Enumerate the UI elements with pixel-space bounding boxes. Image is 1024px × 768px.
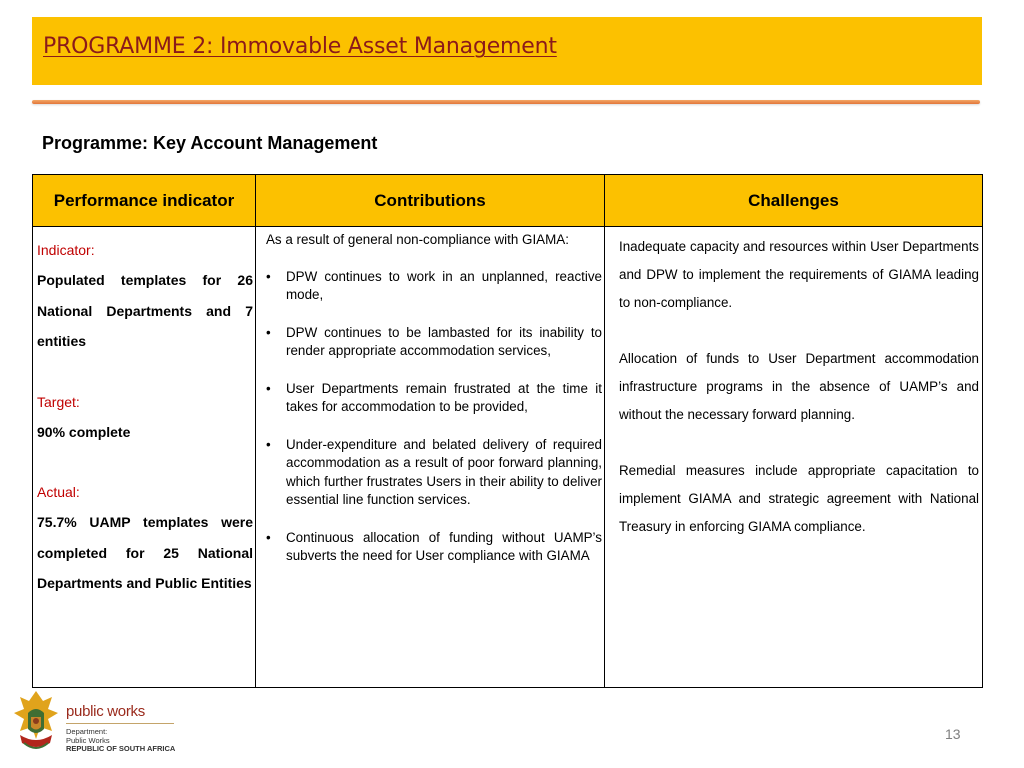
coat-of-arms-icon	[10, 687, 62, 755]
actual-text: 75.7% UAMP templates were completed for 25 National Departments and Public Entities	[37, 514, 253, 591]
challenge-paragraph: Allocation of funds to User Department accommodation infrastructure programs in the absence of UAMP’s and without the necessary forward planning.	[619, 351, 979, 422]
logo-rule	[66, 723, 174, 724]
logo-dept-line2: Public Works	[66, 735, 110, 745]
bullet-icon: •	[266, 380, 271, 396]
list-item: • User Departments remain frustrated at the time it takes for accommodation to be provided,	[266, 380, 602, 414]
indicator-cell	[33, 227, 256, 688]
actual-label: Actual:	[37, 484, 80, 500]
divider	[32, 100, 980, 104]
list-item: • DPW continues to be lambasted for its inability to render appropriate accommodation services,	[266, 324, 602, 358]
logo-dept-line3: REPUBLIC OF SOUTH AFRICA	[66, 744, 176, 753]
logo-department	[66, 728, 175, 754]
bullet-icon: •	[266, 436, 271, 452]
logo-dept-line1: Department:	[66, 727, 108, 736]
table-header-row	[33, 175, 983, 227]
indicator-label: Indicator:	[37, 242, 95, 258]
target-label: Target:	[37, 393, 80, 410]
header-challenges: Challenges	[605, 175, 983, 227]
title-bar	[32, 17, 982, 85]
section-subtitle: Programme: Key Account Management	[42, 133, 378, 153]
challenge-paragraph: Inadequate capacity and resources within User Departments and DPW to implement the requirements of GIAMA leading to non-compliance.	[619, 239, 979, 310]
page-number: 13	[945, 726, 961, 742]
page-title: PROGRAMME 2: Immovable Asset Management	[43, 34, 557, 59]
logo-name: public works	[66, 703, 145, 720]
list-item: • DPW continues to work in an unplanned, reactive mode,	[266, 268, 602, 302]
contributions-intro: As a result of general non-compliance with GIAMA:	[266, 232, 569, 247]
target-text: 90% complete	[37, 423, 131, 440]
contributions-list	[266, 268, 602, 566]
list-item: • Continuous allocation of funding without UAMP’s subverts the need for User compliance with GIAMA	[266, 529, 602, 563]
indicator-text: Populated templates for 26 National Departments and 7 entities	[37, 272, 253, 349]
bullet-icon: •	[266, 529, 271, 545]
table-row	[33, 227, 983, 688]
key-account-table	[32, 174, 983, 688]
header-contributions: Contributions	[256, 175, 605, 227]
challenges-cell	[605, 227, 983, 688]
list-item: • Under-expenditure and belated delivery of required accommodation as a result of poor forward planning, which further frustrates Users in their ability to deliver essential line function services.	[266, 436, 602, 507]
public-works-logo	[6, 683, 178, 761]
challenge-paragraph: Remedial measures include appropriate capacitation to implement GIAMA and strategic agreement with National Treasury in enforcing GIAMA compliance.	[619, 463, 979, 534]
bullet-icon: •	[266, 324, 271, 340]
contributions-cell	[256, 227, 605, 688]
bullet-icon: •	[266, 268, 271, 284]
header-performance-indicator: Performance indicator	[33, 175, 256, 227]
